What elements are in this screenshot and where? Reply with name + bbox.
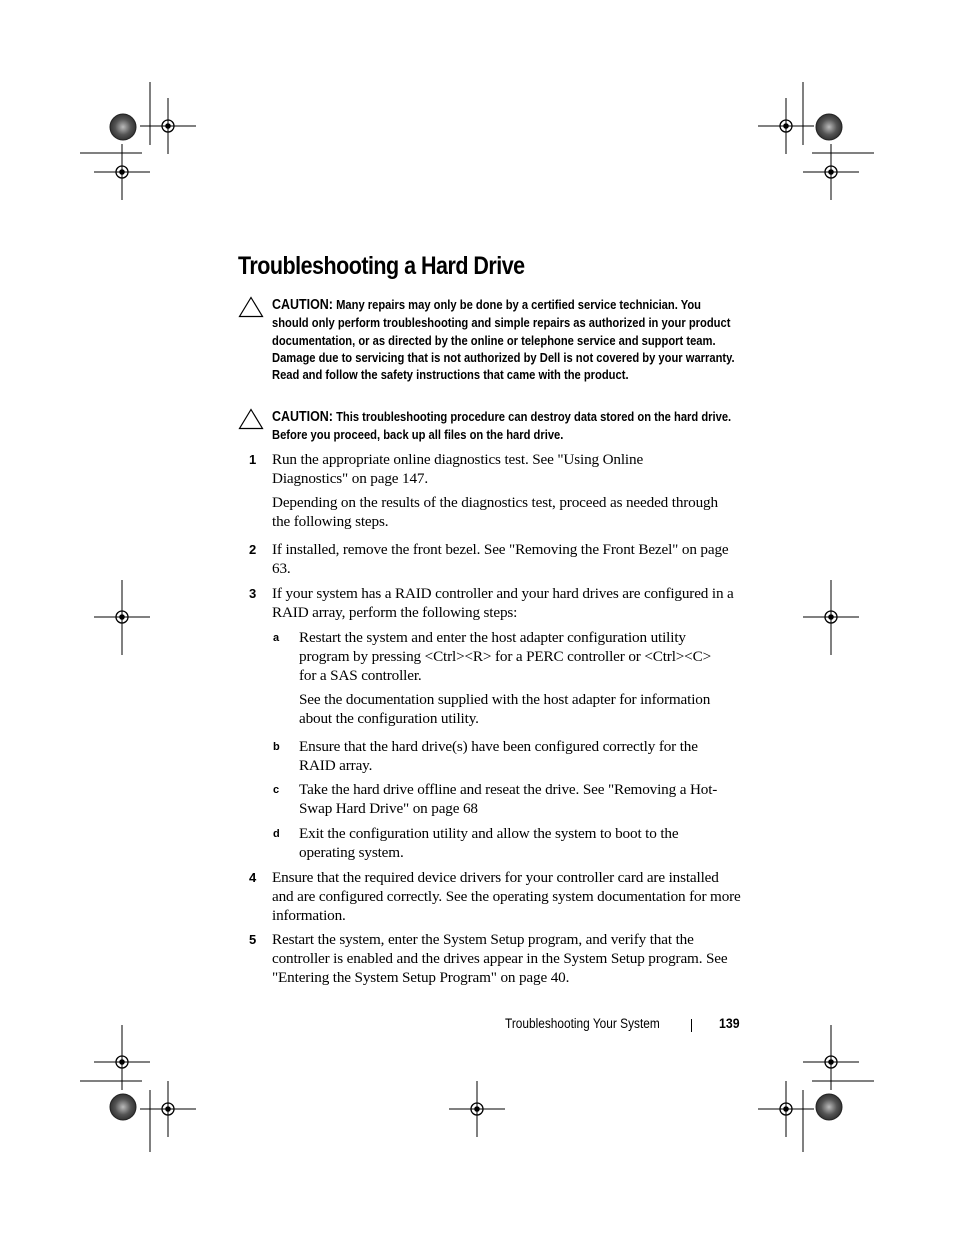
substep-text: Take the hard drive offline and reseat the drive. See "Removing a Hot-Swap Hard Drive" on page 68 (299, 781, 718, 817)
caution-icon (238, 408, 264, 430)
page-number: 139 (719, 1015, 740, 1031)
substep-text: Restart the system and enter the host adapter configuration utility program by pressing <Ctrl><R> for a PERC controller or <Ctrl><C> for a SAS controller. (299, 629, 711, 684)
step-number: 5 (249, 932, 257, 947)
caution-label: CAUTION: (272, 409, 333, 425)
caution-note (272, 408, 736, 444)
step-note: Depending on the results of the diagnostics test, proceed as needed through the following steps. (272, 494, 718, 530)
step-text: If your system has a RAID controller and your hard drives are configured in a RAID array, perform the following steps: (272, 585, 734, 621)
footer-divider (691, 1019, 692, 1032)
substep-letter: c (273, 784, 280, 796)
substep-text: Exit the configuration utility and allow the system to boot to the operating system. (299, 825, 679, 861)
step-number: 3 (249, 586, 257, 601)
step-number: 1 (249, 452, 257, 467)
substep-letter: d (273, 828, 280, 840)
caution-label: CAUTION: (272, 297, 333, 313)
footer-section-title: Troubleshooting Your System (505, 1016, 660, 1031)
substep-text: Ensure that the hard drive(s) have been configured correctly for the RAID array. (299, 738, 698, 774)
caution-note (272, 296, 736, 383)
step-number: 2 (249, 542, 257, 557)
caution-text: Many repairs may only be done by a certified service technician. You should only perform troubleshooting and simple repairs as authorized in your product documentation, or as directed by the online or telephone service and support team. Damage due to servicing that is not authorized by Dell is not covered by your warranty. Read and follow the safety instructions that came with the product. (272, 297, 735, 383)
page-title: Troubleshooting a Hard Drive (238, 252, 525, 280)
substep-letter: b (273, 741, 280, 753)
step-number: 4 (249, 870, 257, 885)
substep-letter: a (273, 632, 280, 644)
step-text: Restart the system, enter the System Setup program, and verify that the controller is enabled and the drives appear in the System Setup program. See "Entering the System Setup Program" on page 40. (272, 931, 728, 986)
step-text: Run the appropriate online diagnostics test. See "Using Online Diagnostics" on page 147. (272, 451, 644, 487)
step-text: If installed, remove the front bezel. See "Removing the Front Bezel" on page 63. (272, 541, 729, 577)
step-text: Ensure that the required device drivers for your controller card are installed and are configured correctly. See the operating system documentation for more information. (272, 869, 741, 924)
substep-note: See the documentation supplied with the host adapter for information about the configuration utility. (299, 691, 711, 727)
caution-icon (238, 296, 264, 318)
caution-text: This troubleshooting procedure can destroy data stored on the hard drive. Before you proceed, back up all files on the hard drive. (272, 409, 732, 443)
